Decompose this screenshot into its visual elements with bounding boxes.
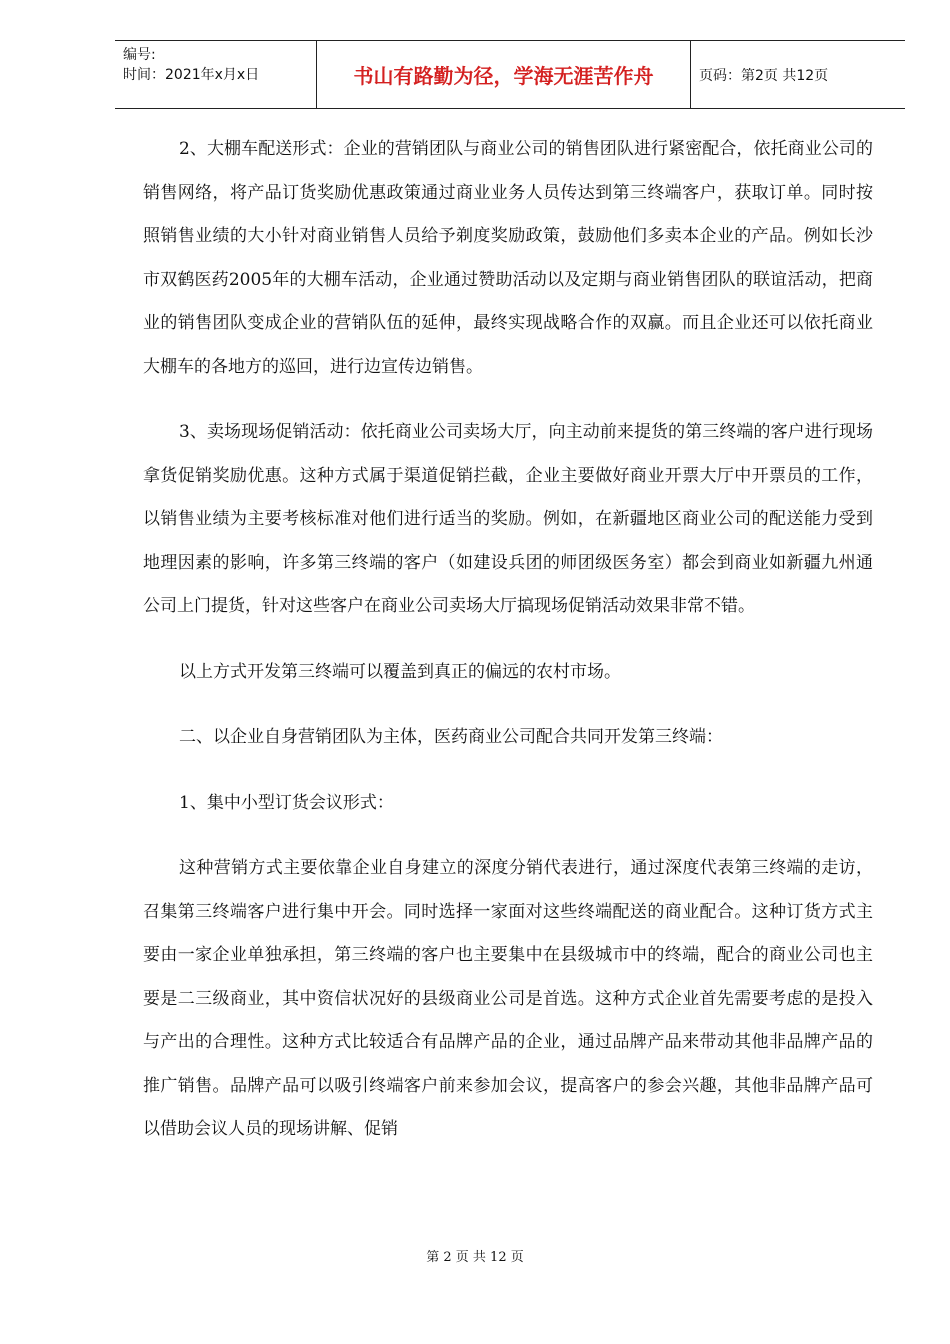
paragraph-onsite-promotion: 3、卖场现场促销活动：依托商业公司卖场大厅，向主动前来提货的第三终端的客户进行现场拿货促销奖励优惠。这种方式属于渠道促销拦截，企业主要做好商业开票大厅中开票员的工作，以销售业绩为主要考核标准对他们进行适当的奖励。例如，在新疆地区商业公司的配送能力受到地理因素的影响，许多第三终端的客户（如建设兵团的师团级医务室）都会到商业如新疆九州通公司上门提货，针对这些客户在商业公司卖场大厅搞现场促销活动效果非常不错。 (143, 422, 873, 616)
header-motto: 书山有路勤为径，学海无涯苦作舟 (316, 41, 691, 108)
paragraph-summary: 以上方式开发第三终端可以覆盖到真正的偏远的农村市场。 (179, 661, 621, 682)
section-heading-two: 二、以企业自身营销团队为主体，医药商业公司配合共同开发第三终端： (179, 727, 723, 747)
subheading-ordering-meeting: 1、集中小型订货会议形式： (179, 792, 394, 813)
document-number-label: 编号: (123, 47, 156, 63)
header-page-info: 页码：第2页 共12页 (699, 67, 829, 84)
paragraph-ordering-meeting: 这种营销方式主要依靠企业自身建立的深度分销代表进行，通过深度代表第三终端的走访，召集第三终端客户进行集中开会。同时选择一家面对这些终端配送的商业配合。这种订货方式主要由一家企业单独承担，第三终端的客户也主要集中在县级城市中的终端，配合的商业公司也主要是二三级商业，其中资信状况好的县级商业公司是首选。这种方式企业首先需要考虑的是投入与产出的合理性。这种方式比较适合有品牌产品的企业，通过品牌产品来带动其他非品牌产品的推广销售。品牌产品可以吸引终端客户前来参加会议，提高客户的参会兴趣，其他非品牌产品可以借助会议人员的现场讲解、促销 (143, 858, 873, 1139)
page-footer: 第 2 页 共 12 页 (426, 1250, 524, 1265)
paragraph-delivery-truck: 2、大棚车配送形式：企业的营销团队与商业公司的销售团队进行紧密配合，依托商业公司的销售网络，将产品订货奖励优惠政策通过商业业务人员传达到第三终端客户，获取订单。同时按照销售业绩的大小针对商业销售人员给予剃度奖励政策，鼓励他们多卖本企业的产品。例如长沙市双鹤医药2005年的大棚车活动，企业通过赞助活动以及定期与商业销售团队的联谊活动，把商业的销售团队变成企业的营销队伍的延伸，最终实现战略合作的双赢。而且企业还可以依托商业大棚车的各地方的巡回，进行边宣传边销售。 (143, 139, 873, 377)
header-meta (115, 41, 316, 108)
document-time-label: 时间：2021年x月x日 (123, 67, 260, 83)
page-header (115, 40, 905, 109)
document-body (143, 128, 873, 1152)
